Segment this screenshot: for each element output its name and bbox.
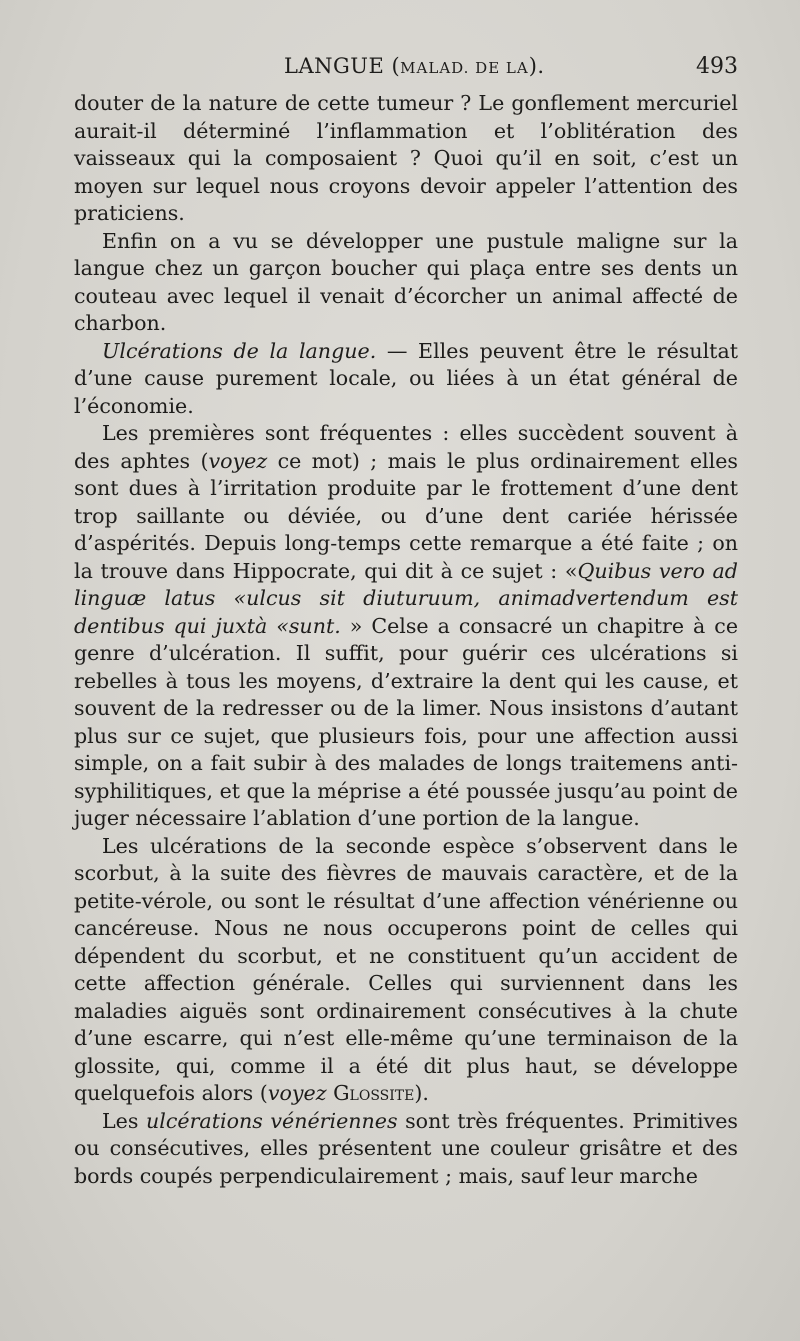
paragraph-text: Les — [102, 1108, 147, 1133]
body-text — [74, 90, 738, 1190]
running-head-main: LANGUE ( — [284, 54, 401, 78]
paragraph-seconde-espece — [74, 833, 738, 1108]
paragraph-venereal — [74, 1108, 738, 1191]
cross-reference-term: Glossite — [333, 1081, 415, 1105]
paragraph-text: Les ulcérations de la seconde espèce s’observent dans le scorbut, à la suite des fièvres de mauvais caractère, et de la petite-vérole, ou sont le résultat d’une affection vénérienne ou cancéreuse. Nous ne nous occuperons point de celles qui dépendent du scorbut, et ne constituent qu’un accident de cette affection générale. Celles qui surviennent dans les maladies aiguës sont ordinairement consécutives à la chute d’une escarre, qui n’est elle-même qu’une terminaison de la glossite, qui, comme il a été dit plus haut, se développe quelquefois alors ( — [74, 833, 738, 1105]
paragraph-text: — Elles peuvent être le résultat d’une cause purement locale, ou liées à un état général de l’économie. — [74, 338, 738, 418]
paragraph-continued — [74, 90, 738, 228]
paragraph-pustule — [74, 228, 738, 338]
running-head — [284, 54, 545, 78]
paragraph-text: sont très fréquentes. Primitives ou consécutives, elles présentent une couleur grisâtre et des bords coupés perpendiculairement ; mais, sauf leur marche — [74, 1108, 738, 1188]
cross-reference: voyez — [267, 1081, 327, 1105]
paragraph-text: ). — [414, 1081, 429, 1105]
cross-reference: voyez — [208, 448, 268, 473]
running-head-close: ). — [528, 54, 545, 78]
paragraph-text: » Celse a consacré un chapitre à ce genre d’ulcération. Il suffit, pour guérir ces ulcérations si rebelles à tous les moyens, d’extraire la dent qui les cause, et souvent de la redresser ou de la limer. Nous insistons d’autant plus sur ce sujet, que plusieurs fois, pour une affection aussi simple, on a fait subir à des malades de longs traitemens anti-syphilitiques, et que la méprise a été poussée jusqu’au point de juger nécessaire l’ablation d’une portion de la langue. — [74, 613, 739, 830]
paragraph-ulcerations-heading — [74, 338, 738, 421]
page-number: 493 — [696, 54, 738, 79]
paragraph-text: Enfin on a vu se développer une pustule maligne sur la langue chez un garçon boucher qui plaça entre ses dents un couteau avec lequel il venait d’écorcher un animal affecté de charbon. — [74, 228, 738, 335]
paragraph-premieres — [74, 420, 738, 833]
latin-quotation: Quibus vero ad linguæ latus «ulcus sit diuturuum, animadvertendum est dentibus qui juxtà «sunt. — [74, 558, 738, 638]
italic-term: ulcérations vénériennes — [146, 1108, 398, 1133]
paragraph-text: ce mot) ; mais le plus ordinairement elles sont dues à l’irritation produite par le frottement d’une dent trop saillante ou déviée, ou d’une dent cariée hérissée d’aspérités. Depuis long-temps cette remarque a été faite ; on la trouve dans Hippocrate, qui dit à ce sujet : « — [74, 448, 738, 583]
running-head-small-caps: MALAD. DE LA — [400, 59, 529, 77]
paragraph-text: Les premières sont fréquentes : elles succèdent souvent à des aphtes ( — [74, 421, 738, 473]
paragraph-text: douter de la nature de cette tumeur ? Le gonflement mercuriel aurait-il déterminé l’inflammation et l’oblitération des vaisseaux qui la composaient ? Quoi qu’il en soit, c’est un moyen sur lequel nous croyons devoir appeler l’attention des praticiens. — [74, 91, 738, 225]
page-header — [74, 54, 738, 84]
section-heading: Ulcérations de la langue. — [102, 338, 377, 363]
